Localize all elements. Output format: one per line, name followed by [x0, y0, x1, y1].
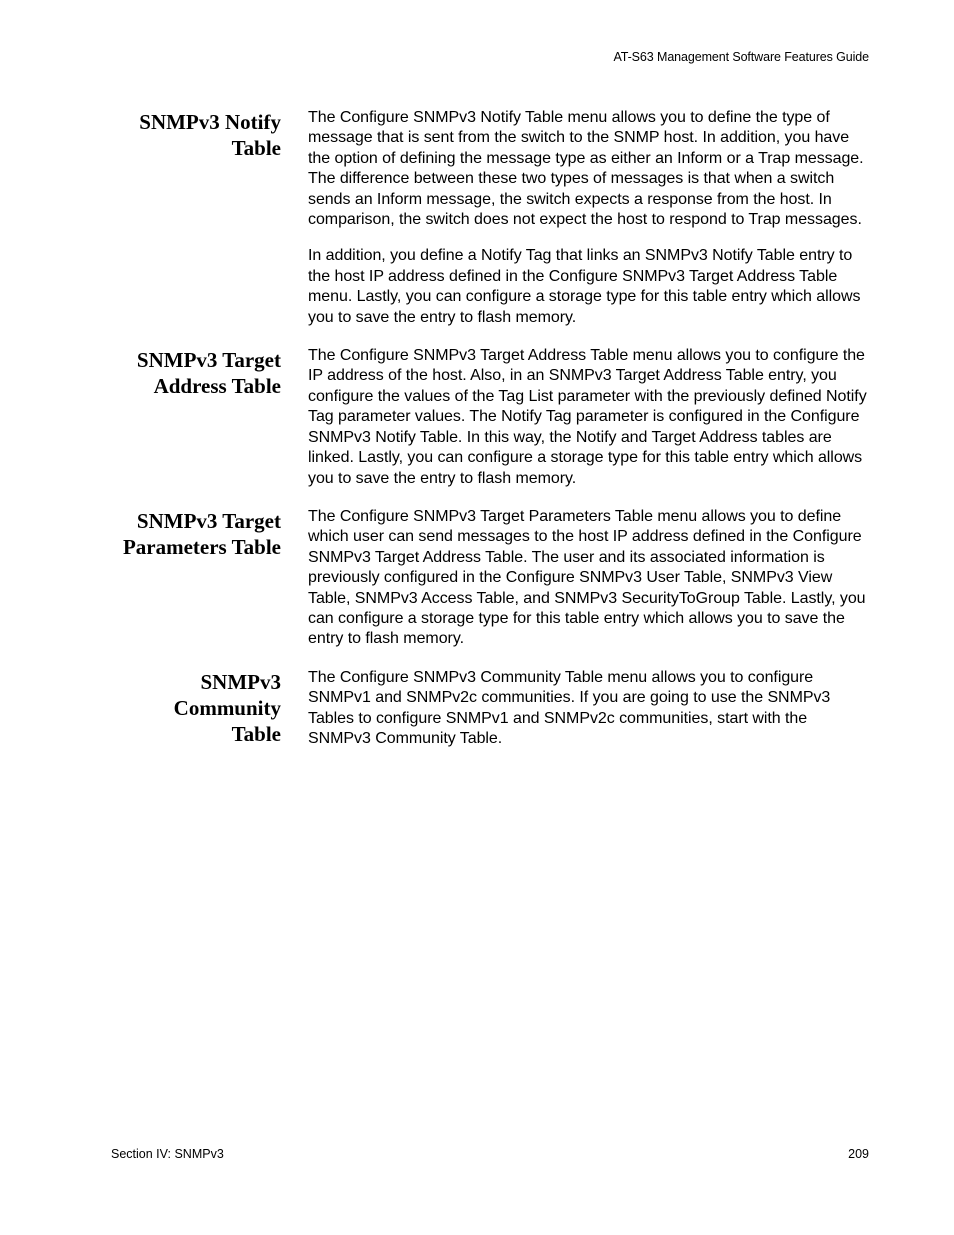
section-heading	[0, 346, 281, 489]
section-heading-line: Table	[231, 136, 281, 160]
section-heading	[0, 507, 281, 650]
footer-page-number: 209	[848, 1147, 869, 1161]
body-paragraph: The Configure SNMPv3 Target Address Table menu allows you to configure the IP address of the host. Also, in an SNMPv3 Target Address Table entry, you configure the values of the Tag List parameter with the previously defined Notify Tag parameter values. The Notify Tag parameter is configured in the Configure SNMPv3 Notify Table. In this way, the Notify and Target Address tables are linked. Lastly, you can configure a storage type for this table entry which allows you to save the entry to flash memory.	[308, 347, 867, 487]
section-heading-line: SNMPv3	[200, 669, 281, 694]
section-snmpv3-target-address-table	[0, 346, 954, 489]
section-body	[308, 346, 873, 489]
section-heading-line: Community	[173, 695, 281, 720]
section-snmpv3-community-table	[0, 668, 954, 750]
document-body	[0, 108, 954, 767]
running-header: AT-S63 Management Software Features Guide	[613, 50, 869, 64]
body-paragraph: The Configure SNMPv3 Notify Table menu allows you to define the type of message that is sent from the switch to the SNMP host. In addition, you have the option of defining the message type as either an Inform or a Trap message. The difference between these two types of messages is that when a switch sends an Inform message, the switch expects a response from the host. In comparison, the switch does not expect the host to respond to Trap messages.	[308, 109, 864, 229]
body-paragraph: In addition, you define a Notify Tag that links an SNMPv3 Notify Table entry to the host IP address defined in the Configure SNMPv3 Target Address Table menu. Lastly, you can configure a storage type for this table entry which allows you to save the entry to flash memory.	[308, 247, 861, 326]
section-body	[308, 108, 873, 328]
body-paragraph: The Configure SNMPv3 Community Table menu allows you to configure SNMPv1 and SNMPv2c communities. If you are going to use the SNMPv3 Tables to configure SNMPv1 and SNMPv2c communities, start with the SNMPv3 Community Table.	[308, 668, 831, 747]
section-heading-line: SNMPv3 Target	[136, 348, 281, 373]
section-heading-line: Address Table	[153, 374, 281, 399]
section-body	[308, 507, 873, 650]
section-snmpv3-notify-table	[0, 108, 954, 328]
section-heading	[0, 668, 281, 750]
footer-section-label: Section IV: SNMPv3	[111, 1147, 224, 1161]
body-paragraph: The Configure SNMPv3 Target Parameters Table menu allows you to define which user can send messages to the host IP address defined in the Configure SNMPv3 Target Address Table. The user and its associated information is previously configured in the Configure SNMPv3 User Table, SNMPv3 View Table, SNMPv3 Access Table, and SNMPv3 SecurityToGroup Table. Lastly, you can configure a storage type for this table entry which allows you to save the entry to flash memory.	[308, 507, 866, 648]
section-heading-line: Table	[231, 721, 281, 746]
section-heading-line: SNMPv3 Target	[136, 508, 281, 533]
section-snmpv3-target-parameters-table	[0, 507, 954, 650]
section-heading-line: SNMPv3 Notify	[139, 110, 281, 134]
section-heading	[0, 108, 281, 328]
section-body	[308, 668, 873, 750]
section-heading-line: Parameters Table	[122, 534, 281, 559]
